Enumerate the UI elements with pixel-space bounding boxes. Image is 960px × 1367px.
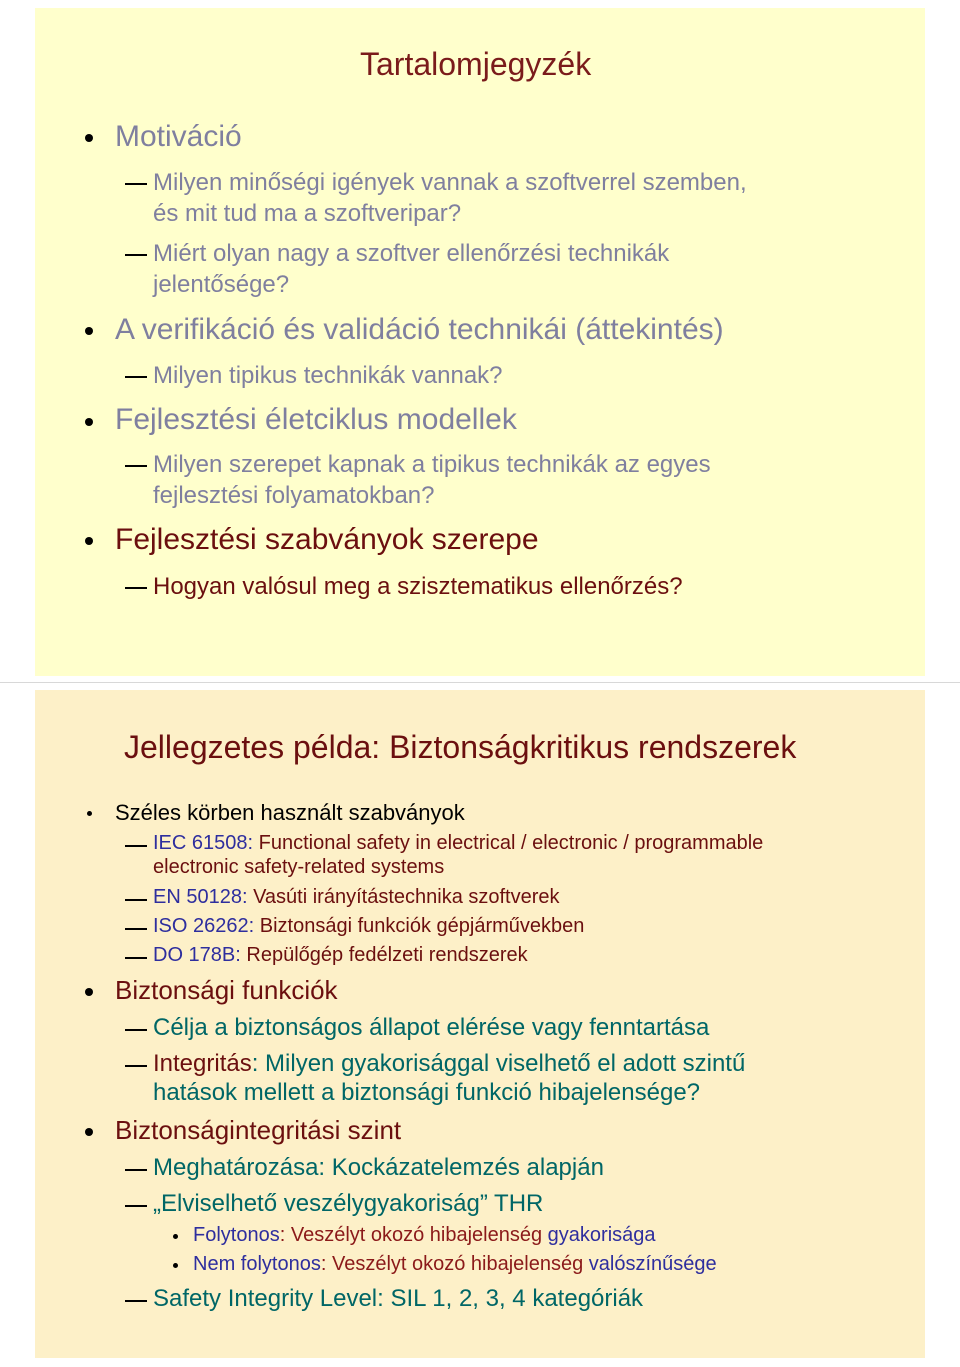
subtopic-systematic-verification: Hogyan valósul meg a szisztematikus ellenőrzés? — [153, 573, 683, 600]
topic-dev-standards: Fejlesztési szabványok szerepe — [115, 523, 539, 556]
bullet-icon — [85, 134, 93, 142]
bullet-icon — [85, 327, 93, 335]
dash-icon — [125, 183, 147, 185]
bullet-icon — [85, 537, 93, 545]
page-divider — [0, 682, 960, 683]
subtopic-thr: „Elviselhető veszélygyakoriság” THR — [153, 1190, 544, 1217]
dash-icon — [125, 587, 147, 589]
standard-iso-26262: ISO 26262: Biztonsági funkciók gépjárművekben — [153, 915, 585, 937]
subtopic-sil-categories: Safety Integrity Level: SIL 1, 2, 3, 4 kategóriák — [153, 1285, 644, 1312]
subtopic-goal: Célja a biztonságos állapot elérése vagy fenntartása — [153, 1014, 710, 1041]
dash-icon — [125, 465, 147, 467]
topic-widely-used-standards: Széles körben használt szabványok — [115, 800, 465, 825]
dash-icon — [125, 1065, 147, 1067]
subtopic-role-of-techniques: Milyen szerepet kapnak a tipikus technikák az egyes — [153, 451, 711, 478]
bullet-icon — [85, 988, 93, 996]
dash-icon — [125, 845, 147, 847]
dash-icon — [125, 1029, 147, 1031]
subtopic-definition: Meghatározása: Kockázatelemzés alapján — [153, 1154, 604, 1181]
subtopic-quality-demands: Milyen minőségi igények vannak a szoftverrel szemben, — [153, 169, 747, 196]
subtopic-integrity: Integritás: Milyen gyakorisággal viselhető el adott szintű — [153, 1050, 746, 1077]
slide2-title: Jellegzetes példa: Biztonságkritikus rendszerek — [124, 729, 797, 765]
topic-lifecycle-models: Fejlesztési életciklus modellek — [115, 403, 517, 436]
bullet-icon — [173, 1234, 178, 1239]
dash-icon — [125, 899, 147, 901]
topic-safety-functions: Biztonsági funkciók — [115, 975, 338, 1005]
dash-icon — [125, 254, 147, 256]
standard-iec-61508: IEC 61508: Functional safety in electrical / electronic / programmable — [153, 832, 764, 854]
subtopic-role-of-techniques-cont: fejlesztési folyamatokban? — [153, 482, 435, 509]
bullet-icon — [173, 1263, 178, 1268]
topic-motivation: Motiváció — [115, 120, 242, 153]
standard-iec-61508-cont: electronic safety-related systems — [153, 856, 445, 878]
bullet-icon — [85, 1128, 93, 1136]
dash-icon — [125, 1205, 147, 1207]
dash-icon — [125, 928, 147, 930]
topic-safety-integrity-level: Biztonságintegritási szint — [115, 1115, 402, 1145]
dash-icon — [125, 376, 147, 378]
subtopic-verification-importance-cont: jelentősége? — [153, 271, 290, 298]
slide1-title: Tartalomjegyzék — [360, 46, 592, 82]
dash-icon — [125, 1169, 147, 1171]
subtopic-quality-demands-cont: és mit tud ma a szoftveripar? — [153, 200, 462, 227]
subtopic-integrity-cont: hatások mellett a biztonsági funkció hibajelensége? — [153, 1079, 701, 1106]
subtopic-typical-techniques: Milyen tipikus technikák vannak? — [153, 362, 503, 389]
dash-icon — [125, 1300, 147, 1302]
bullet-icon — [85, 418, 93, 426]
bullet-icon — [87, 811, 92, 816]
standard-en-50128: EN 50128: Vasúti irányítástechnika szoftverek — [153, 886, 560, 908]
dash-icon — [125, 957, 147, 959]
standard-do-178b: DO 178B: Repülőgép fedélzeti rendszerek — [153, 944, 528, 966]
thr-discontinuous: Nem folytonos: Veszélyt okozó hibajelenség valószínűsége — [193, 1253, 717, 1275]
topic-vv-techniques: A verifikáció és validáció technikái (áttekintés) — [115, 313, 724, 346]
thr-continuous: Folytonos: Veszélyt okozó hibajelenség gyakorisága — [193, 1224, 656, 1246]
subtopic-verification-importance: Miért olyan nagy a szoftver ellenőrzési technikák — [153, 240, 670, 267]
